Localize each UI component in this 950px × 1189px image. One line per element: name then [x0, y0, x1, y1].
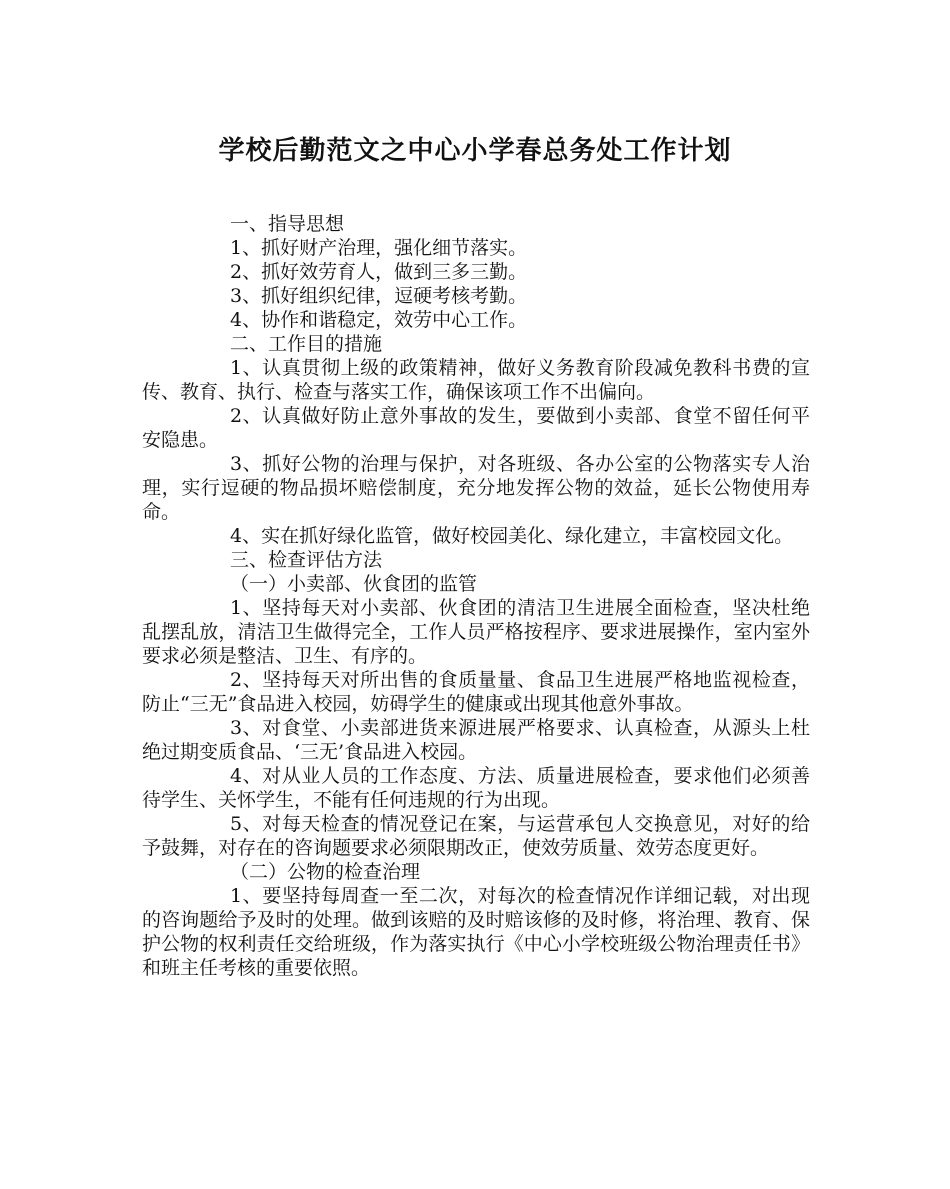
subsection-heading-canteen: （一）小卖部、伙食团的监管	[230, 573, 478, 595]
paragraph: 5、对每天检查的情况登记在案，与运营承包人交换意见，对好的给予鼓舞，对存在的咨询题要求必须限期改正，使效劳质量、效劳态度更好。	[142, 813, 810, 859]
paragraph: 4、协作和谐稳定，效劳中心工作。	[230, 309, 528, 331]
subsection-heading-public-property: （二）公物的检查治理	[230, 861, 421, 883]
paragraph: 1、认真贯彻上级的政策精神，做好义务教育阶段减免教科书费的宣传、教育、执行、检查与落实工作，确保该项工作不出偏向。	[142, 357, 810, 403]
paragraph: 3、对食堂、小卖部进货来源进展严格要求、认真检查，从源头上杜绝过期变质食品、‘三无’食品进入校园。	[142, 717, 810, 763]
paragraph: 2、认真做好防止意外事故的发生，要做到小卖部、食堂不留任何平安隐患。	[142, 405, 810, 451]
paragraph: 1、坚持每天对小卖部、伙食团的清洁卫生进展全面检查，坚决杜绝乱摆乱放，清洁卫生做得完全，工作人员严格按程序、要求进展操作，室内室外要求必须是整洁、卫生、有序的。	[142, 597, 810, 667]
section-heading-inspection-methods: 三、检查评估方法	[230, 549, 383, 571]
paragraph: 2、坚持每天对所出售的食质量量、食品卫生进展严格地监视检查，防止“三无”食品进入校园，妨碍学生的健康或出现其他意外事故。	[142, 669, 810, 715]
paragraph: 1、抓好财产治理，强化细节落实。	[230, 237, 528, 259]
paragraph: 2、抓好效劳育人，做到三多三勤。	[230, 261, 528, 283]
paragraph: 1、要坚持每周查一至二次，对每次的检查情况作详细记载，对出现的咨询题给予及时的处理。做到该赔的及时赔该修的及时修，将治理、教育、保护公物的权利责任交给班级，作为落实执行《中心小学校班级公物治理责任书》和班主任考核的重要依照。	[142, 885, 810, 979]
section-heading-work-measures: 二、工作目的措施	[230, 333, 383, 355]
paragraph: 4、实在抓好绿化监管，做好校园美化、绿化建立，丰富校园文化。	[230, 525, 794, 547]
paragraph: 3、抓好组织纪律，逗硬考核考勤。	[230, 285, 528, 307]
document-body	[142, 212, 810, 980]
section-heading-guiding-ideology: 一、指导思想	[230, 213, 345, 235]
document-title: 学校后勤范文之中心小学春总务处工作计划	[218, 136, 732, 166]
paragraph: 4、对从业人员的工作态度、方法、质量进展检查，要求他们必须善待学生、关怀学生，不能有任何违规的行为出现。	[142, 765, 810, 811]
paragraph: 3、抓好公物的治理与保护，对各班级、各办公室的公物落实专人治理，实行逗硬的物品损坏赔偿制度，充分地发挥公物的效益，延长公物使用寿命。	[142, 453, 810, 523]
